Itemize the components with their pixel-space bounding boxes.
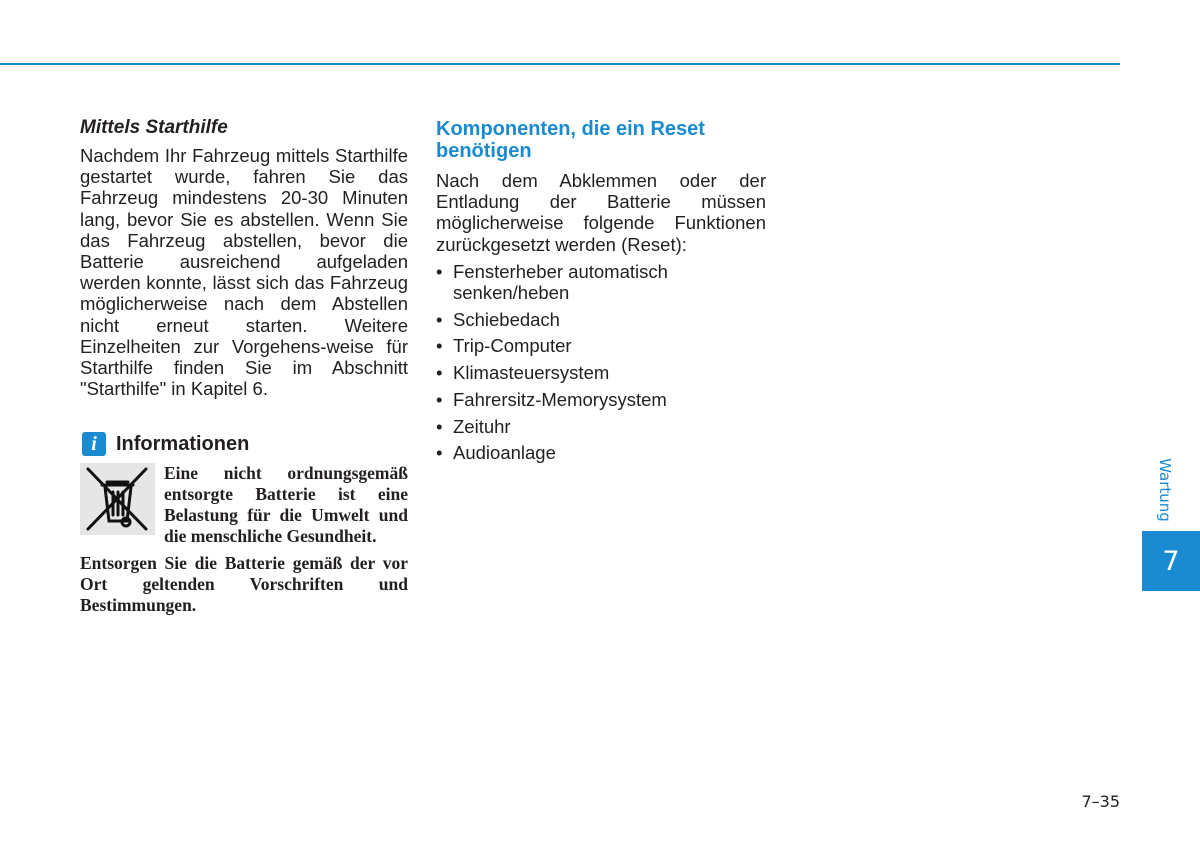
- crossed-out-bin-icon: [80, 463, 155, 535]
- info-warning-text: Eine nicht ordnungsgemäß entsorgte Batterie ist eine Belastung für die Umwelt und die menschliche Gesundheit.: [164, 463, 408, 547]
- header-rule: [0, 63, 1120, 65]
- section-side-label: [1143, 440, 1187, 540]
- reset-intro: Nach dem Abklemmen oder der Entladung der Batterie müssen möglicherweise folgende Funktionen zurückgesetzt werden (Reset):: [436, 170, 766, 255]
- info-content: [80, 463, 408, 547]
- info-title: Informationen: [116, 432, 250, 455]
- left-column: [80, 116, 408, 616]
- list-item: • Zeituhr: [436, 416, 766, 437]
- reset-section-title: Komponenten, die ein Reset benötigen: [436, 118, 705, 162]
- page-number: 7–35: [1081, 792, 1120, 811]
- subheading-starthilfe: Mittels Starthilfe: [80, 117, 228, 138]
- info-icon: i: [82, 432, 106, 456]
- list-item: • Trip-Computer: [436, 335, 766, 356]
- section-label-text: Wartung: [1156, 458, 1174, 522]
- list-item: • Fensterheber automatisch senken/heben: [436, 261, 766, 303]
- right-column: [436, 116, 766, 469]
- list-item: • Klimasteuersystem: [436, 362, 766, 383]
- info-box: [80, 431, 408, 616]
- chapter-tab: 7: [1142, 531, 1200, 591]
- list-item: • Schiebedach: [436, 309, 766, 330]
- info-disposal-text: Entsorgen Sie die Batterie gemäß der vor Ort geltenden Vorschriften und Bestimmungen.: [80, 553, 408, 616]
- reset-component-list: [436, 261, 766, 464]
- list-item: • Audioanlage: [436, 442, 766, 463]
- list-item: • Fahrersitz-Memorysystem: [436, 389, 766, 410]
- info-header: [80, 431, 408, 457]
- starthilfe-paragraph: Nachdem Ihr Fahrzeug mittels Starthilfe gestartet wurde, fahren Sie das Fahrzeug mindestens 20-30 Minuten lang, bevor Sie es abstellen. Wenn Sie das Fahrzeug abstellen, bevor die Batterie ausreichend aufgeladen werden konnte, lässt sich das Fahrzeug möglicherweise nach dem Abstellen nicht erneut starten. Weitere Einzelheiten zur Vorgehens-weise für Starthilfe finden Sie im Abschnitt "Starthilfe" in Kapitel 6.: [80, 145, 408, 400]
